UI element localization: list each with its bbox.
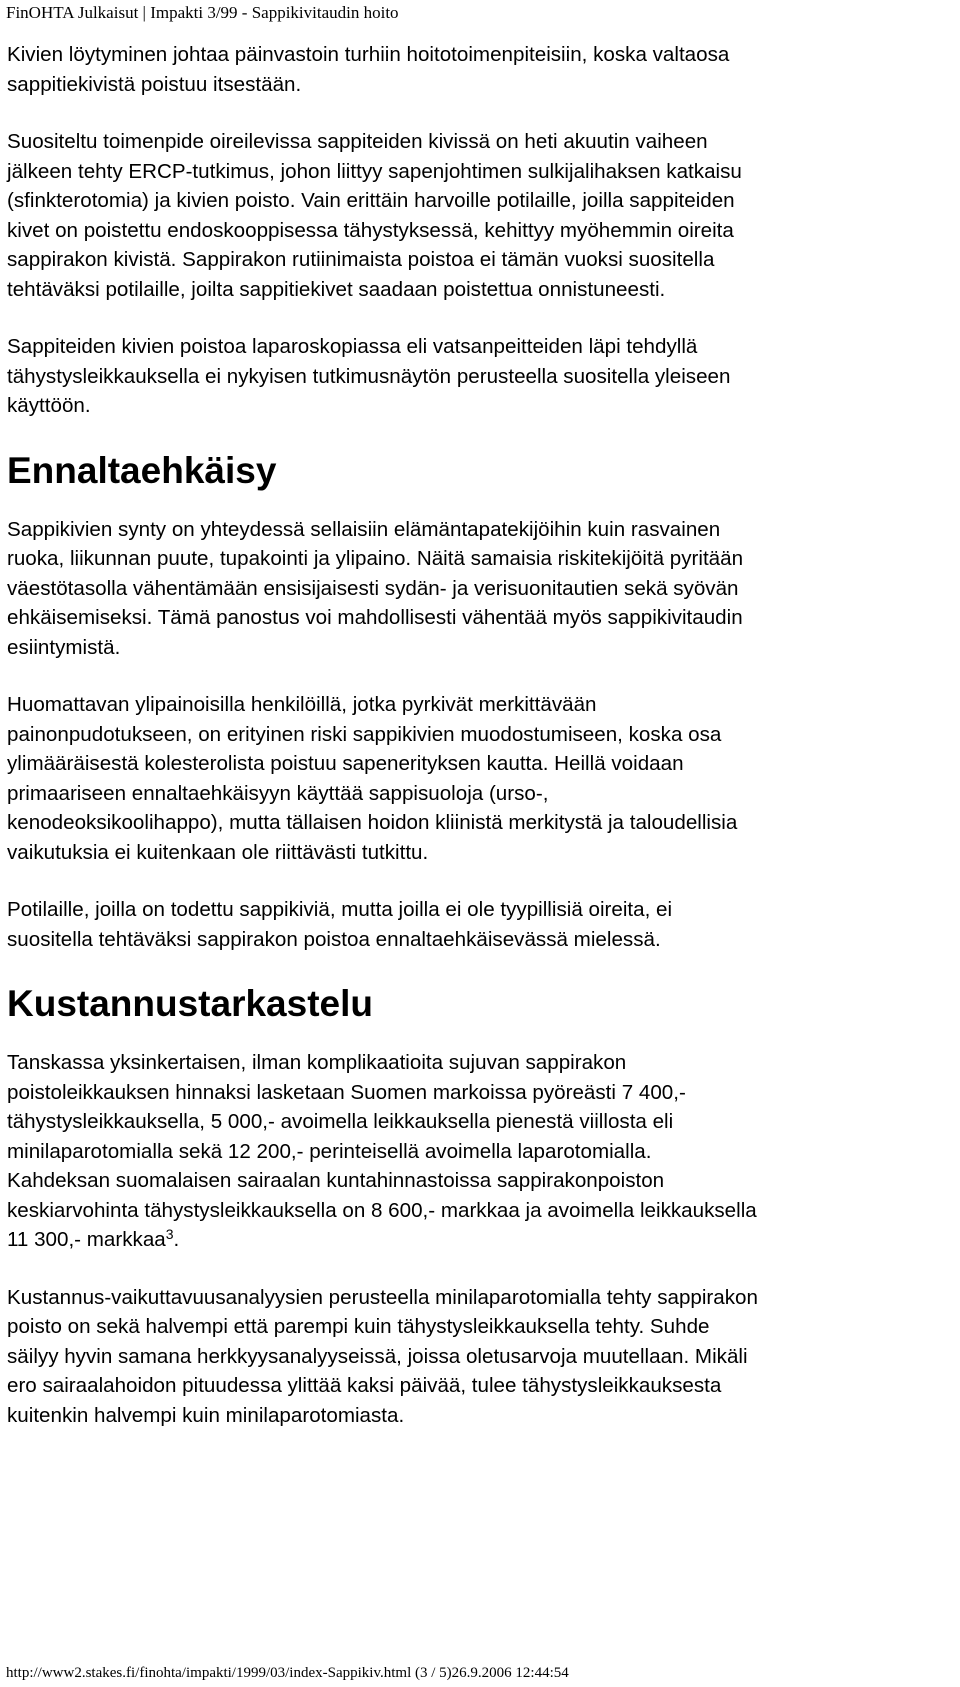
intro-paragraph-2: Suositeltu toimenpide oireilevissa sappiteiden kivissä on heti akuutin vaiheen jälkeen tehty ERCP-tutkimus, johon liittyy sapenjohtimen sulkijalihaksen katkaisu (sfinkterotomia) ja kivien poisto. Vain erittäin harvoille potilaille, joilla sappiteiden kivet on poistettu endoskooppisessa tähystyksessä, kehittyy myöhemmin oireita sappirakon kivistä. Sappirakon rutiinimaista poistoa ei tämän vuoksi suositella tehtäväksi potilaille, joilta sappitiekivet saadaan poistettua onnistuneesti. <box>7 130 742 301</box>
prevention-heading: Ennaltaehkäisy <box>7 449 277 491</box>
article-body <box>7 40 957 1458</box>
prevention-paragraph-1: Sappikivien synty on yhteydessä sellaisiin elämäntapatekijöihin kuin rasvainen ruoka, liikunnan puute, tupakointi ja ylipaino. Näitä samaisia riskitekijöitä pyritään väestötasolla vähentämään ensisijaisesti sydän- ja verisuonitautien sekä syövän ehkäisemiseksi. Tämä panostus voi mahdollisesti vähentää myös sappikivitaudin esiintymistä. <box>7 517 744 659</box>
costs-paragraph-1-end: . <box>173 1228 180 1251</box>
costs-paragraph-1-text: Tanskassa yksinkertaisen, ilman komplikaatioita sujuvan sappirakon poistoleikkauksen hinnaksi lasketaan Suomen markoissa pyöreästi 7 400,- tähystysleikkauksella, 5 000,- avoimella leikkauksella pienestä viillosta eli minilaparotomialla sekä 12 200,- perinteisellä avoimella laparotomialla. Kahdeksan suomalaisen sairaalan kuntahinnastoissa sappirakonpoiston keskiarvohinta tähystysleikkauksella on 8 600,- markkaa ja avoimella leikkauksella 11 300,- markkaa <box>7 1051 757 1251</box>
page-footer-url: http://www2.stakes.fi/finohta/impakti/1999/03/index-Sappikiv.html (3 / 5)26.9.2006 12:44:54 <box>6 1665 569 1681</box>
costs-heading: Kustannustarkastelu <box>7 983 373 1024</box>
intro-paragraph-1: Kivien löytyminen johtaa päinvastoin turhiin hoitotoimenpiteisiin, koska valtaosa sappitiekivistä poistuu itsestään. <box>7 43 730 96</box>
prevention-paragraph-3: Potilaille, joilla on todettu sappikiviä, mutta joilla ei ole tyypillisiä oireita, ei suositella tehtäväksi sappirakon poistoa ennaltaehkäisevässä mielessä. <box>7 898 673 951</box>
costs-paragraph-2: Kustannus-vaikuttavuusanalyysien perusteella minilaparotomialla tehty sappirakon poisto on sekä halvempi että parempi kuin tähystysleikkauksella tehty. Suhde säilyy hyvin samana herkkyysanalyyseissä, joissa oletusarvoja muutellaan. Mikäli ero sairaalahoidon pituudessa ylittää kaksi päivää, tulee tähystysleikkauksesta kuitenkin halvempi kuin minilaparotomiasta. <box>7 1285 758 1427</box>
page-header-title: FinOHTA Julkaisut | Impakti 3/99 - Sappikivitaudin hoito <box>6 3 399 22</box>
costs-paragraph-1 <box>7 1048 957 1255</box>
intro-paragraph-3: Sappiteiden kivien poistoa laparoskopiassa eli vatsanpeitteiden läpi tehdyllä tähystysleikkauksella ei nykyisen tutkimusnäytön perusteella suositella yleiseen käyttöön. <box>7 335 731 417</box>
prevention-paragraph-2: Huomattavan ylipainoisilla henkilöillä, jotka pyrkivät merkittävään painonpudotukseen, on erityinen riski sappikivien muodostumiseen, koska osa ylimääräisestä kolesterolista poistuu sapenerityksen kautta. Heillä voidaan primaariseen ennaltaehkäisyyn käyttää sappisuoloja (urso-, kenodeoksikoolihappo), mutta tällaisen hoidon kliinistä merkitystä ja taloudellisia vaikutuksia ei kuitenkaan ole riittävästi tutkittu. <box>7 693 738 864</box>
reference-superscript[interactable]: 3 <box>165 1226 174 1242</box>
